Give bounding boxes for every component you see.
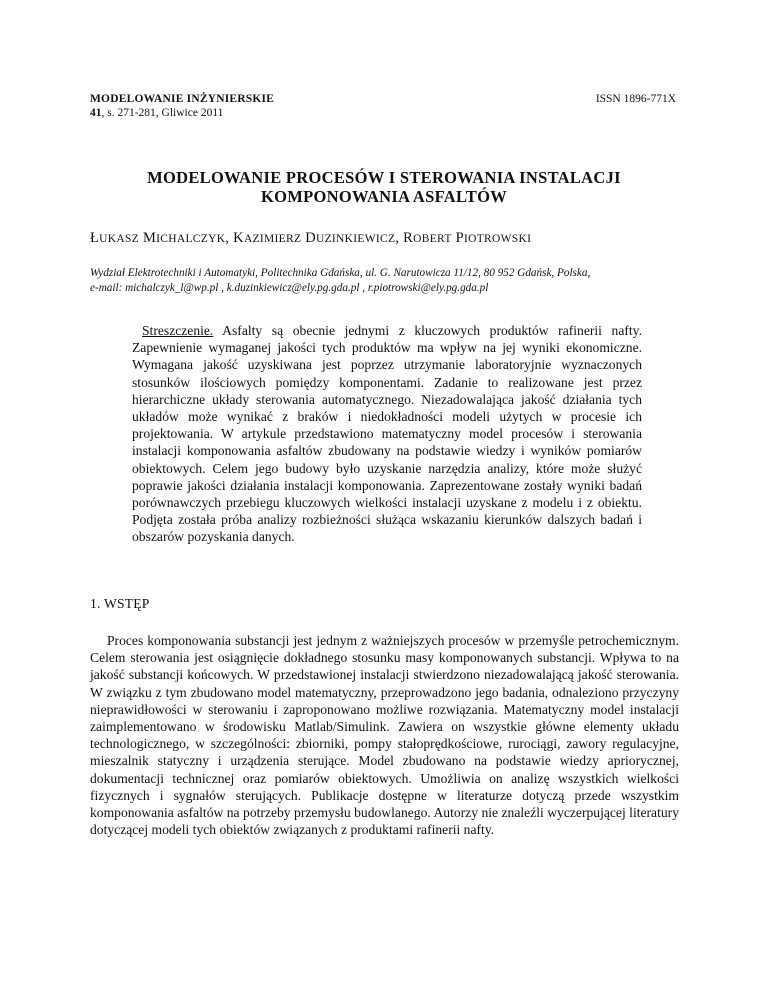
author-3-first-rest: OBERT [413,233,452,245]
author-1 [90,230,225,246]
author-2-first-rest: AZIMIERZ [243,233,302,245]
abstract-text: Asfalty są obecnie jednymi z kluczowych produktów rafinerii nafty. Zapewnienie wymaganej jakości tych produktów ma wpływ na jej wyniki ekonomiczne. Wymagana jakość uzyskiwana jest poprzez utrzymanie laboratoryjnie wyznaczonych stosunków ilościowych pomiędzy komponentami. Zadanie to realizowane jest przez hierarchiczne układy sterowania automatycznego. Niezadowalająca jakość działania tych układów może wynikać z braków i niedokładności modeli użytych w procesie ich projektowania. W artykule przedstawiono matematyczny model procesów i sterowania instalacji komponowania asfaltów zbudowany na podstawie wiedzy i wyników pomiarów obiektowych. Celem jego budowy było uzyskanie narzędzia analizy, które może służyć poprawie jakości działania instalacji komponowania. Zaprezentowane zostały wyniki badań porównawczych przebiegu kluczowych wielkości instalacji uzyskane z modelu i z obiektu. Podjęta została próba analizy rozbieżności służąca wskazaniu kierunków dalszych badań i obszarów pozyskania danych. [132,323,642,545]
author-1-last-rest: ICHALCZYK [156,233,226,245]
author-2-first-initial: K [233,230,244,246]
journal-volume: 41 [90,107,102,119]
journal-volume-line [90,106,274,120]
author-1-first-rest: UKASZ [99,233,140,245]
journal-header [90,92,274,120]
affiliation-line-1: Wydział Elektrotechniki i Automatyki, Politechnika Gdańska, ul. G. Narutowicza 11/12, 80 952 Gdańsk, Polska, [90,267,591,279]
paper-title [90,168,678,206]
abstract-label: Streszczenie. [142,323,214,338]
abstract [132,322,642,546]
authors [90,230,531,247]
author-3-last-initial: P [455,230,464,246]
affiliation-line-2: e-mail: michalczyk_l@wp.pl , k.duzinkiewicz@ely.pg.gda.pl , r.piotrowski@ely.pg.gda.pl [90,281,489,294]
author-3-last-rest: IOTROWSKI [463,233,532,245]
title-line-1: MODELOWANIE PROCESÓW I STEROWANIA INSTALACJI [147,168,621,187]
author-3 [403,230,531,246]
section-heading: 1. WSTĘP [90,596,150,611]
affiliation [90,266,680,295]
journal-pages: , s. 271-281, Gliwice 2011 [101,107,224,119]
author-separator: , [395,230,404,246]
author-1-last-initial: M [142,230,157,246]
author-2-last-initial: D [305,230,316,246]
issn: ISSN 1896-771X [595,93,676,105]
author-separator: , [225,230,234,246]
author-2-last-rest: UZINKIEWICZ [316,233,396,245]
title-line-2: KOMPONOWANIA ASFALTÓW [260,187,508,206]
author-1-first-initial: Ł [90,230,100,246]
journal-name: MODELOWANIE INŻYNIERSKIE [90,93,275,105]
author-2 [233,230,395,246]
section-paragraph: Proces komponowania substancji jest jednym z ważniejszych procesów w przemyśle petrochemicznym. Celem sterowania jest osiągnięcie dokładnego stosunku masy komponowanych substancji. Wpływa to na jakość substancji końcowych. W przedstawionej instalacji stwierdzono niezadowalającą jakość sterowania. W związku z tym zbudowano model matematyczny, przeprowadzono jego badania, odnaleziono przyczyny nieprawidłowości w sterowaniu i zaproponowano możliwe rozwiązania. Matematyczny model instalacji zaimplementowano w środowisku Matlab/Simulink. Zawiera on wszystkie główne elementy układu technologicznego, w szczególności: zbiorniki, pompy stałoprędkościowe, rurociągi, zawory regulacyjne, mieszalnik statyczny i urządzenia sterujące. Model zbudowano na podstawie wiedzy apriorycznej, dokumentacji technicznej oraz pomiarów obiektowych. Umożliwia on analizę wszystkich wielkości fizycznych i sygnałów sterujących. Publikacje dostępne w literaturze dotyczą przede wszystkim komponowania asfaltów na potrzeby przemysłu budowlanego. Autorzy nie znaleźli wyczerpującej literatury dotyczącej modeli tych obiektów związanych z produktami rafinerii nafty. [90,633,679,838]
author-3-first-initial: R [403,230,414,246]
